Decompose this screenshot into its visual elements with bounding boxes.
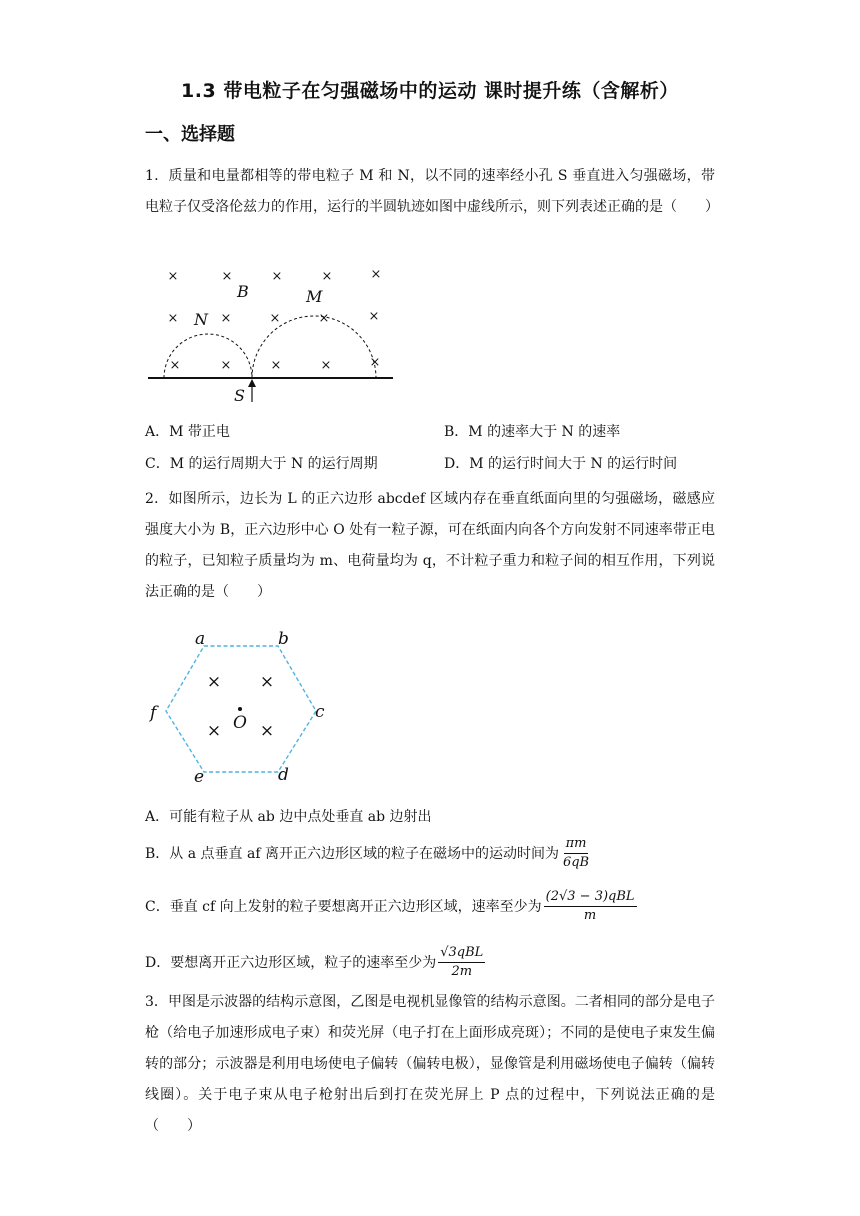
fraction-numerator: √3qBL <box>438 944 485 963</box>
field-cross: × <box>271 269 283 284</box>
field-cross: × <box>270 358 282 373</box>
q2-option-C-text: C．垂直 cf 向上发射的粒子要想离开正六边形区域，速率至少为 <box>145 899 542 915</box>
document-title: 1.3 带电粒子在匀强磁场中的运动 课时提升练（含解析） <box>181 80 679 102</box>
section-heading: 一、选择题 <box>145 124 235 145</box>
label-M: M <box>306 287 323 306</box>
q2-option-C <box>145 886 637 926</box>
field-cross: × <box>318 311 330 326</box>
fraction-denominator: 6qB <box>562 854 590 870</box>
q2-option-B <box>145 835 591 870</box>
fraction-denominator: 2m <box>451 963 473 979</box>
q2-option-B-text: B．从 a 点垂直 af 离开正六边形区域的粒子在磁场中的运动时间为 <box>145 846 559 862</box>
center-O: O <box>233 713 247 733</box>
vertex-d: d <box>278 765 289 785</box>
field-cross: × <box>368 309 380 324</box>
field-cross: × <box>259 721 275 741</box>
q2-option-D-fraction <box>438 944 485 981</box>
q2-option-B-fraction <box>561 835 591 872</box>
label-S: S <box>234 386 245 405</box>
field-cross: × <box>370 267 382 282</box>
fraction-denominator: m <box>583 907 597 923</box>
field-cross: × <box>269 311 281 326</box>
field-cross: × <box>167 311 179 326</box>
label-N: N <box>194 310 208 329</box>
q1-option-A: A．M 带正电 <box>145 424 230 440</box>
question-3-stem: 3．甲图是示波器的结构示意图，乙图是电视机显像管的结构示意图。二者相同的部分是电子枪（给电子加速形成电子束）和荧光屏（电子打在上面形成亮斑）；不同的是使电子束发生偏转的部分；示波器是利用电场使电子偏转（偏转电极），显像管是利用磁场使电子偏转（偏转线圈）。关于电子束从电子枪射出后到打在荧光屏上 P 点的过程中，下列说法正确的是（ ） <box>145 994 715 1134</box>
q2-option-A: A．可能有粒子从 ab 边中点处垂直 ab 边射出 <box>145 809 432 825</box>
field-cross: × <box>206 672 222 692</box>
q2-option-D <box>145 942 485 982</box>
question-1-stem: 1．质量和电量都相等的带电粒子 M 和 N，以不同的速率经小孔 S 垂直进入匀强磁场，带电粒子仅受洛伦兹力的作用，运行的半圆轨迹如图中虚线所示，则下列表述正确的是（ ） <box>145 168 719 215</box>
vertex-e: e <box>194 767 205 786</box>
field-cross: × <box>206 721 222 741</box>
question-2-figure <box>140 624 340 786</box>
question-2-stem: 2．如图所示，边长为 L 的正六边形 abcdef 区域内存在垂直纸面向里的匀强磁场，磁感应强度大小为 B，正六边形中心 O 处有一粒子源，可在纸面内向各个方向发射不同速率带正电的粒子，已知粒子质量均为 m、电荷量均为 q，不计粒子重力和粒子间的相互作用，下列说法正确的是（ ） <box>145 491 715 600</box>
field-cross: × <box>169 358 181 373</box>
source-point <box>238 707 242 711</box>
field-cross: × <box>321 269 333 284</box>
vertex-b: b <box>278 629 289 649</box>
entry-arrow-head <box>248 379 256 387</box>
q2-option-C-fraction <box>544 888 637 925</box>
field-cross: × <box>167 269 179 284</box>
field-cross: × <box>259 672 275 692</box>
vertex-c: c <box>315 702 325 722</box>
vertex-f: f <box>150 703 157 723</box>
q1-option-C: C．M 的运行周期大于 N 的运行周期 <box>145 456 378 472</box>
field-cross: × <box>369 355 381 370</box>
label-B: B <box>237 282 249 301</box>
field-cross: × <box>320 358 332 373</box>
vertex-a: a <box>195 629 206 649</box>
field-cross: × <box>220 311 232 326</box>
q1-option-D: D．M 的运行时间大于 N 的运行时间 <box>444 456 678 472</box>
q2-option-D-text: D．要想离开正六边形区域，粒子的速率至少为 <box>145 955 437 971</box>
fraction-numerator: πm <box>564 835 589 854</box>
field-cross: × <box>221 269 233 284</box>
fraction-numerator: (2√3 − 3)qBL <box>544 888 637 907</box>
field-cross: × <box>220 358 232 373</box>
q1-option-B: B．M 的速率大于 N 的速率 <box>444 424 621 440</box>
question-1-figure <box>140 258 410 408</box>
